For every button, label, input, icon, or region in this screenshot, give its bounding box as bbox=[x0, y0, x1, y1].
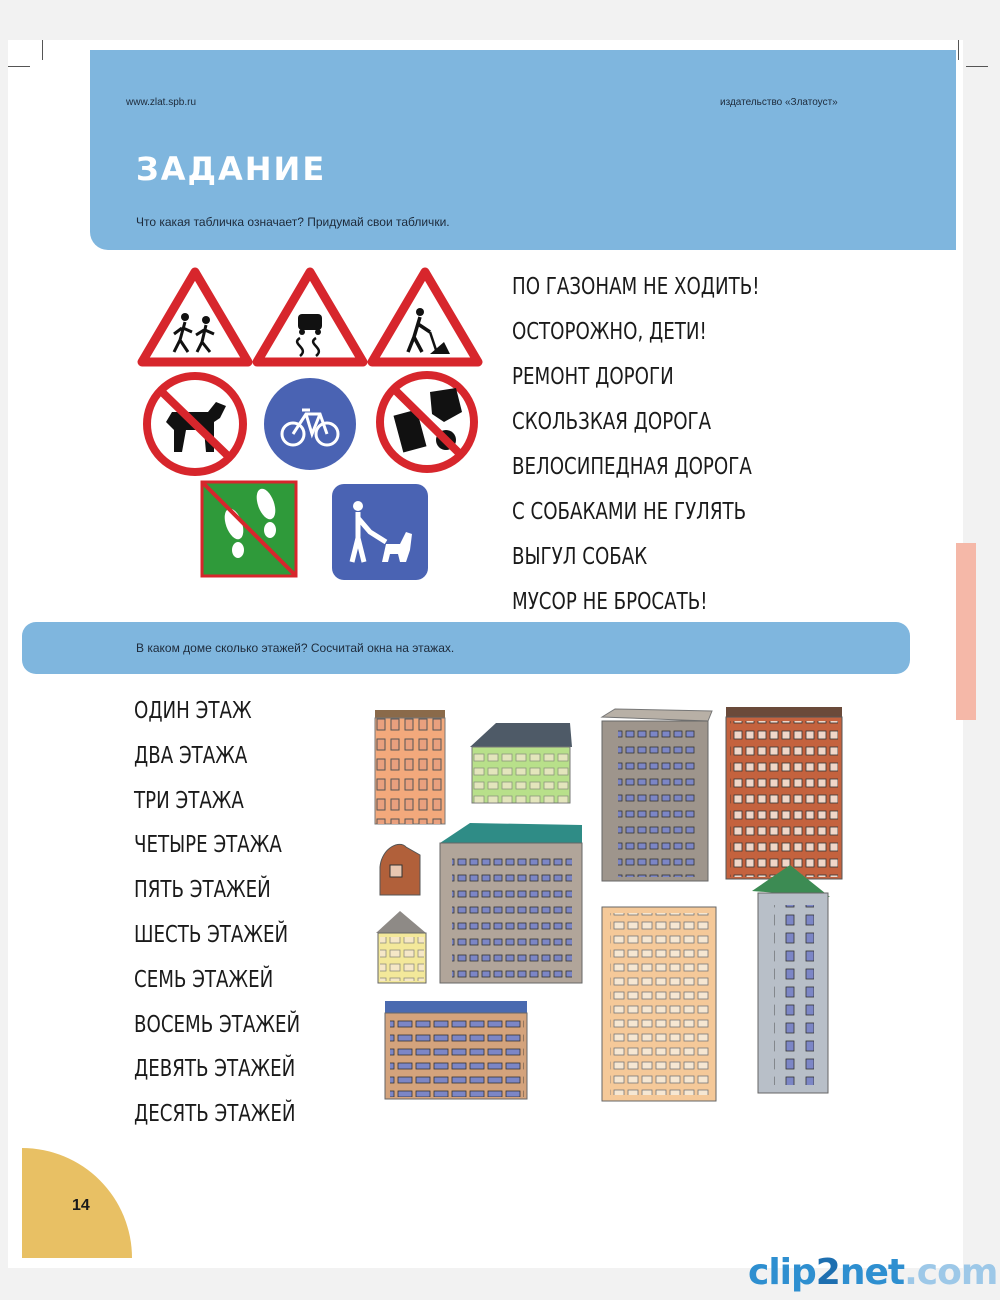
list-item: ВЕЛОСИПЕДНАЯ ДОРОГА bbox=[512, 454, 752, 480]
list-item: СКОЛЬЗКАЯ ДОРОГА bbox=[512, 409, 712, 435]
publisher-url: www.zlat.spb.ru bbox=[126, 97, 197, 108]
list-item: ОСТОРОЖНО, ДЕТИ! bbox=[512, 319, 707, 345]
house-seven-floors bbox=[440, 823, 582, 983]
road-signs bbox=[130, 262, 490, 592]
list-item: ЧЕТЫРЕ ЭТАЖА bbox=[134, 832, 282, 859]
bicycle-path-sign-icon bbox=[262, 376, 358, 472]
list-item: ТРИ ЭТАЖА bbox=[134, 787, 244, 814]
watermark-part: net bbox=[839, 1252, 905, 1293]
sign-labels-list bbox=[512, 268, 793, 628]
list-item: СЕМЬ ЭТАЖЕЙ bbox=[134, 966, 274, 993]
road-works-sign-icon bbox=[372, 272, 478, 362]
page-title: ЗАДАНИЕ bbox=[136, 150, 327, 188]
list-item: ОДИН ЭТАЖ bbox=[134, 698, 252, 724]
list-item: МУСОР НЕ БРОСАТЬ! bbox=[512, 589, 708, 615]
dog-walking-area-sign-icon bbox=[332, 484, 428, 580]
watermark-part: clip bbox=[748, 1252, 816, 1293]
no-littering-sign-icon bbox=[380, 375, 474, 469]
house-three-floors bbox=[376, 911, 426, 983]
floor-labels-list bbox=[134, 692, 323, 1140]
house-one-floor bbox=[380, 844, 420, 895]
list-item: С СОБАКАМИ НЕ ГУЛЯТЬ bbox=[512, 499, 747, 525]
house-two-floors bbox=[470, 723, 572, 803]
list-item: ПЯТЬ ЭТАЖЕЙ bbox=[134, 877, 271, 904]
publisher-name: издательство «Златоуст» bbox=[720, 97, 838, 108]
house-ten-floors bbox=[726, 707, 842, 879]
list-item: ВОСЕМЬ ЭТАЖЕЙ bbox=[134, 1011, 301, 1038]
crop-mark bbox=[966, 66, 988, 67]
house-six-floors bbox=[752, 865, 830, 1093]
children-crossing-sign-icon bbox=[142, 272, 248, 362]
house-four-floors bbox=[375, 710, 445, 824]
crop-mark bbox=[8, 66, 30, 67]
watermark-part: 2 bbox=[815, 1252, 840, 1293]
list-item: РЕМОНТ ДОРОГИ bbox=[512, 364, 674, 390]
house-five-floors bbox=[385, 1001, 527, 1099]
task-instruction: Что какая табличка означает? Придумай свои таблички. bbox=[136, 215, 450, 229]
section-tab bbox=[956, 543, 976, 720]
list-item: ВЫГУЛ СОБАК bbox=[512, 544, 648, 570]
no-walking-on-grass-sign-icon bbox=[202, 482, 296, 576]
list-item: ШЕСТЬ ЭТАЖЕЙ bbox=[134, 921, 289, 948]
crop-mark bbox=[42, 40, 43, 60]
slippery-road-sign-icon bbox=[257, 272, 363, 362]
list-item: ДВА ЭТАЖА bbox=[134, 742, 248, 769]
list-item: ДЕСЯТЬ ЭТАЖЕЙ bbox=[134, 1101, 296, 1128]
houses-illustration bbox=[360, 695, 860, 1105]
page-number: 14 bbox=[72, 1197, 90, 1214]
house-nine-floors bbox=[602, 907, 716, 1101]
task-instruction-floors: В каком доме сколько этажей? Сосчитай окна на этажах. bbox=[136, 641, 455, 655]
no-dogs-sign-icon bbox=[147, 376, 243, 472]
house-eight-floors bbox=[602, 709, 712, 881]
watermark-logo bbox=[748, 1252, 997, 1293]
list-item: ДЕВЯТЬ ЭТАЖЕЙ bbox=[134, 1056, 296, 1083]
list-item: ПО ГАЗОНАМ НЕ ХОДИТЬ! bbox=[512, 274, 760, 300]
watermark-part: .com bbox=[904, 1252, 998, 1293]
crop-mark bbox=[958, 40, 959, 60]
